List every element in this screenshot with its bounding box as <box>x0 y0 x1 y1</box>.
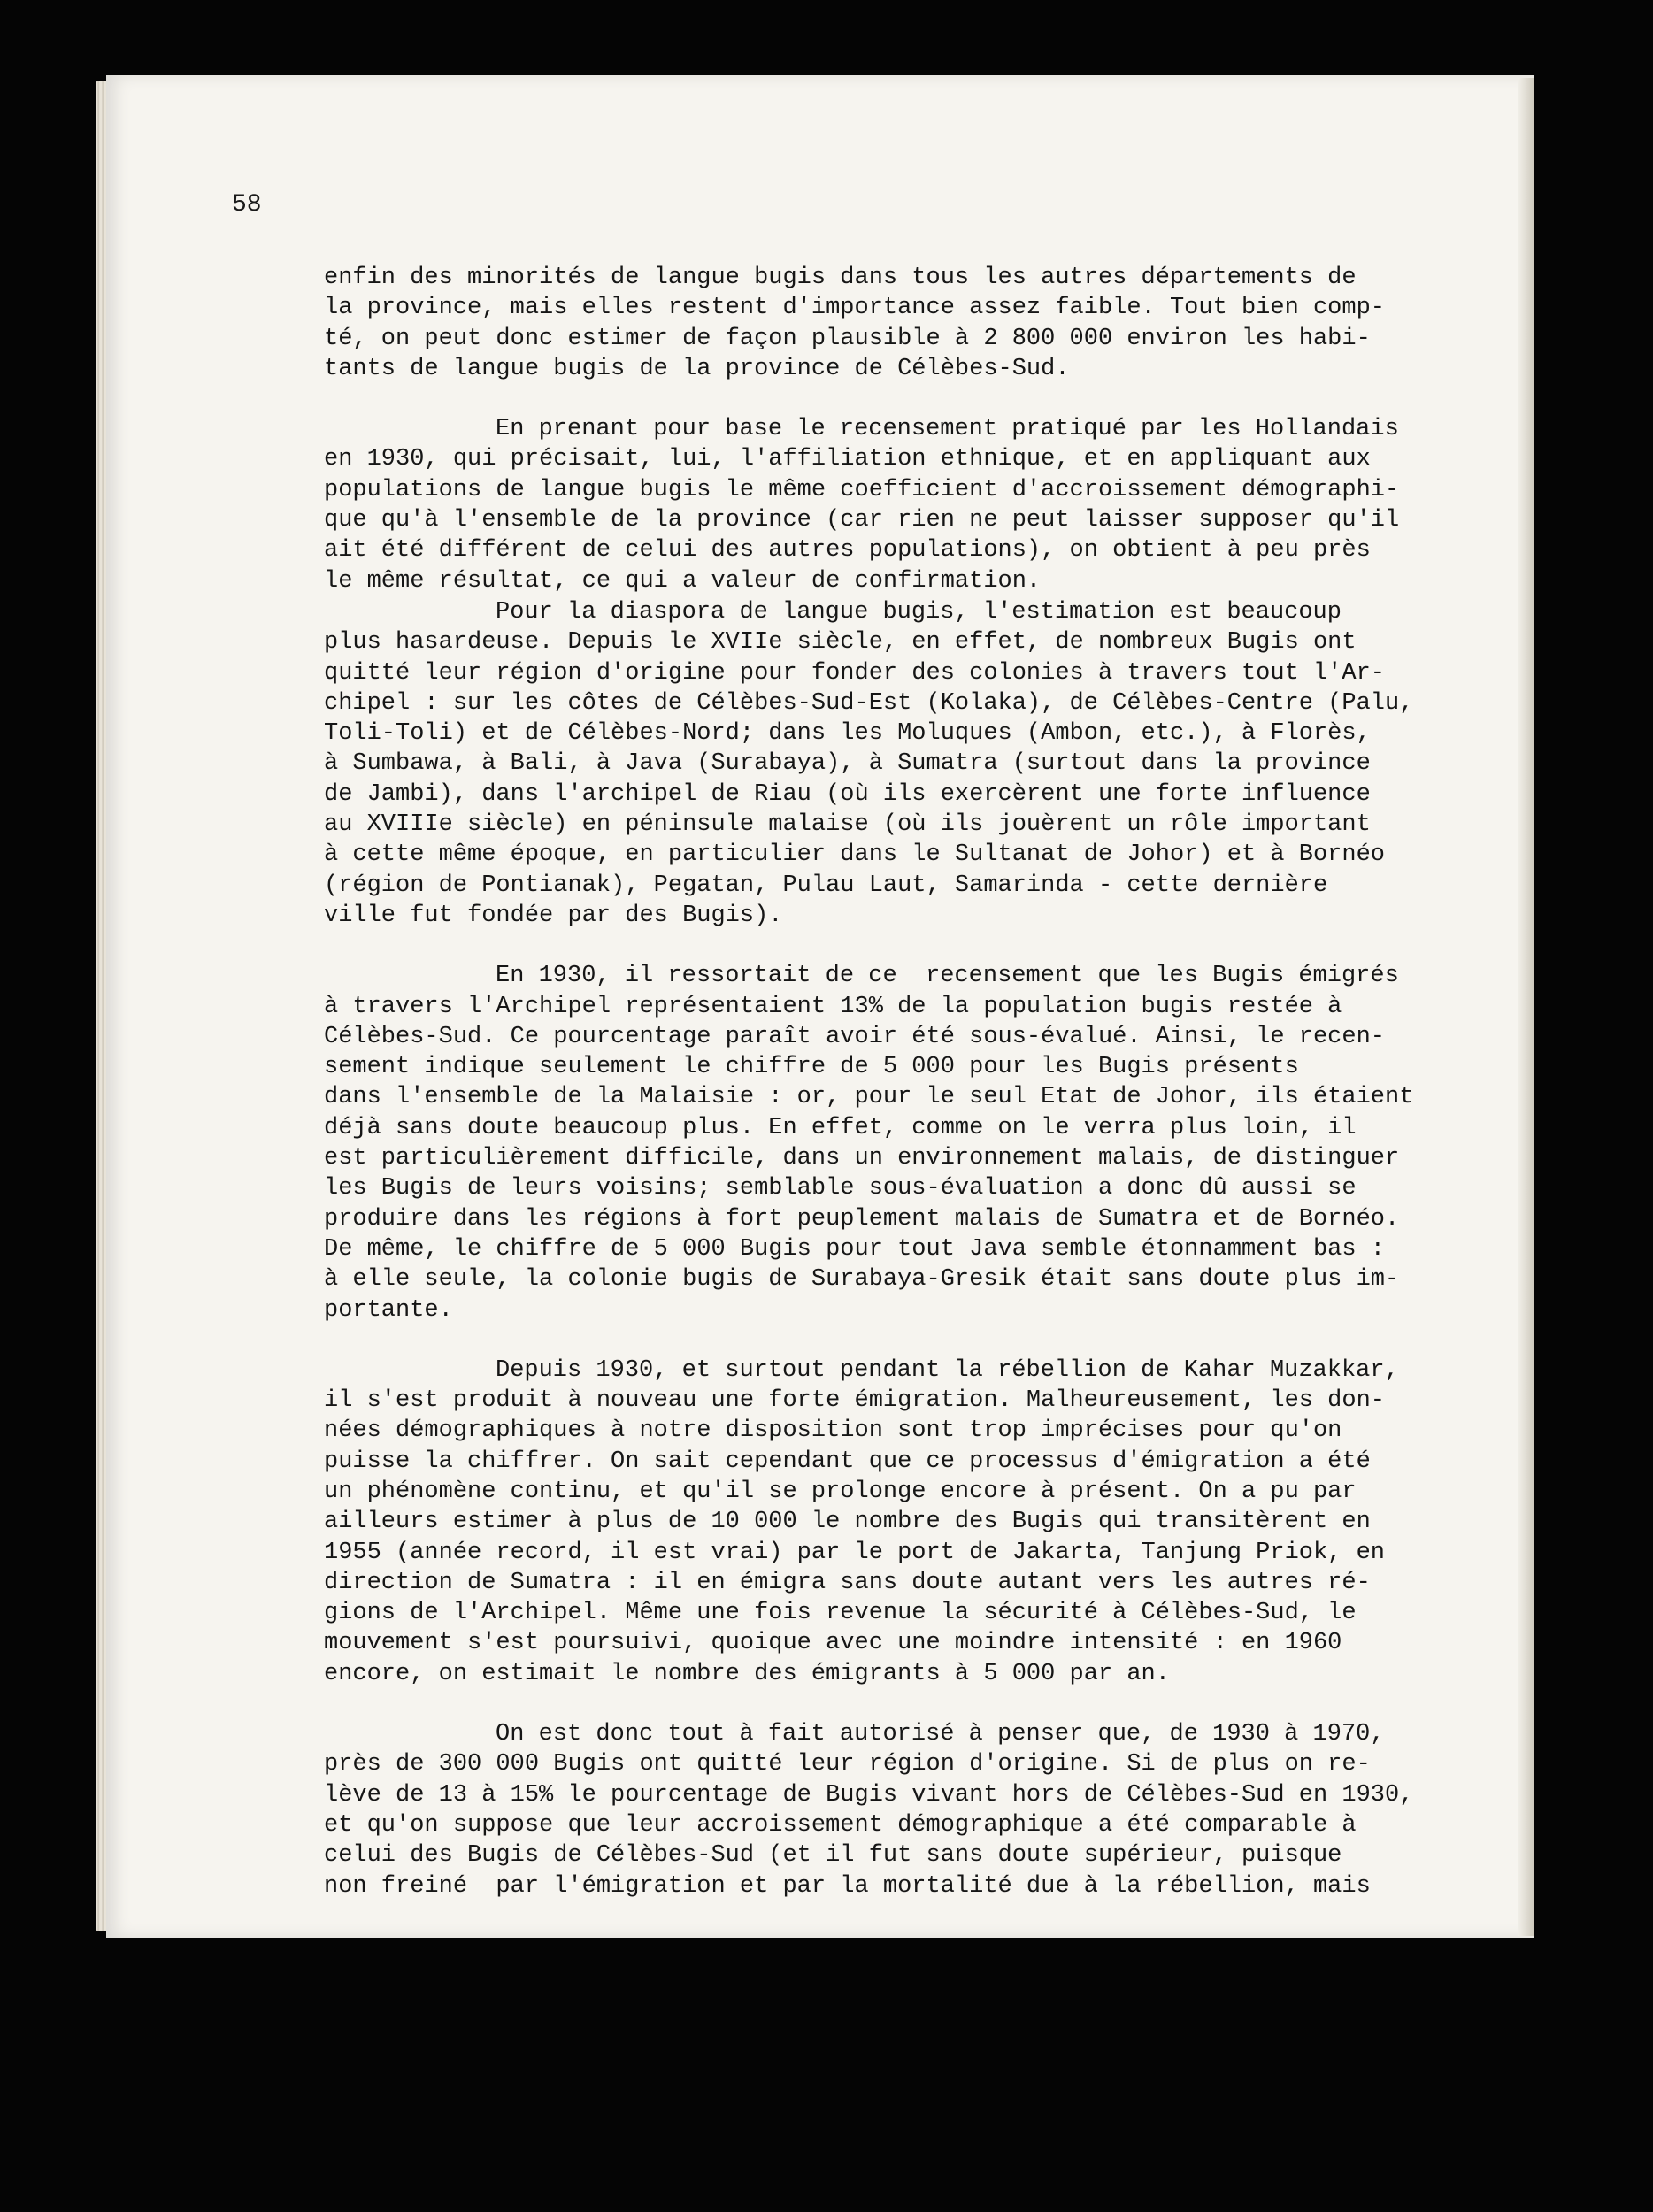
text-line: direction de Sumatra : il en émigra sans doute autant vers les autres ré- <box>324 1569 1371 1596</box>
text-line: Depuis 1930, et surtout pendant la rébellion de Kahar Muzakkar, <box>496 1356 1399 1384</box>
paragraph <box>324 1719 1421 1901</box>
text-line: populations de langue bugis le même coefficient d'accroissement démographi- <box>324 476 1400 503</box>
text-line: à elle seule, la colonie bugis de Surabaya-Gresik était sans doute plus im- <box>324 1266 1400 1294</box>
text-line: le même résultat, ce qui a valeur de confirmation. <box>324 567 1042 595</box>
text-line: Célèbes-Sud. Ce pourcentage paraît avoir été sous-évalué. Ainsi, le recen- <box>324 1023 1385 1050</box>
text-line: chipel : sur les côtes de Célèbes-Sud-Est (Kolaka), de Célèbes-Centre (Palu, <box>324 689 1414 717</box>
text-line: nées démographiques à notre disposition sont trop imprécises pour qu'on <box>324 1417 1342 1445</box>
text-line: En 1930, il ressortait de ce recensement que les Bugis émigrés <box>496 963 1399 990</box>
text-line: quitté leur région d'origine pour fonder des colonies à travers tout l'Ar- <box>324 659 1385 687</box>
text-line: un phénomène continu, et qu'il se prolonge encore à présent. On a pu par <box>324 1478 1357 1505</box>
text-line: 1955 (année record, il est vrai) par le port de Jakarta, Tanjung Priok, en <box>324 1539 1385 1566</box>
text-line: tants de langue bugis de la province de Célèbes-Sud. <box>324 355 1070 382</box>
text-line: à travers l'Archipel représentaient 13% de la population bugis restée à <box>324 993 1342 1020</box>
text-line: non freiné par l'émigration et par la mortalité due à la rébellion, mais <box>324 1872 1371 1900</box>
text-line: dans l'ensemble de la Malaisie : or, pour le seul Etat de Johor, ils étaient <box>324 1084 1414 1111</box>
text-line: produire dans les régions à fort peuplement malais de Sumatra et de Bornéo. <box>324 1205 1400 1233</box>
text-line: il s'est produit à nouveau une forte émigration. Malheureusement, les don- <box>324 1387 1385 1415</box>
text-line: puisse la chiffrer. On sait cependant que ce processus d'émigration a été <box>324 1448 1371 1475</box>
text-line: portante. <box>324 1296 453 1324</box>
paragraph <box>324 414 1421 596</box>
paragraph <box>324 961 1421 1325</box>
text-line: (région de Pontianak), Pegatan, Pulau Laut, Samarinda - cette dernière <box>324 872 1328 899</box>
body-text <box>324 263 1421 1901</box>
text-line: que qu'à l'ensemble de la province (car rien ne peut laisser supposer qu'il <box>324 507 1400 534</box>
text-line: gions de l'Archipel. Même une fois revenue la sécurité à Célèbes-Sud, le <box>324 1600 1357 1627</box>
paragraph <box>324 597 1421 931</box>
paragraph <box>324 1356 1421 1689</box>
text-line: près de 300 000 Bugis ont quitté leur région d'origine. Si de plus on re- <box>324 1751 1371 1778</box>
text-line: encore, on estimait le nombre des émigrants à 5 000 par an. <box>324 1660 1170 1687</box>
text-line: De même, le chiffre de 5 000 Bugis pour tout Java semble étonnamment bas : <box>324 1235 1385 1263</box>
text-line: celui des Bugis de Célèbes-Sud (et il fut sans doute supérieur, puisque <box>324 1842 1342 1870</box>
text-line: la province, mais elles restent d'importance assez faible. Tout bien comp- <box>324 295 1385 322</box>
text-line: On est donc tout à fait autorisé à penser que, de 1930 à 1970, <box>496 1721 1385 1748</box>
text-line: Toli-Toli) et de Célèbes-Nord; dans les Moluques (Ambon, etc.), à Florès, <box>324 720 1371 748</box>
page-number: 58 <box>232 191 262 219</box>
text-line: à cette même époque, en particulier dans le Sultanat de Johor) et à Bornéo <box>324 841 1385 869</box>
text-line: enfin des minorités de langue bugis dans tous les autres départements de <box>324 265 1357 291</box>
text-line: et qu'on suppose que leur accroissement démographique a été comparable à <box>324 1811 1357 1839</box>
text-line: déjà sans doute beaucoup plus. En effet, comme on le verra plus loin, il <box>324 1114 1357 1141</box>
page-right-edge <box>1518 78 1534 1936</box>
text-line: Pour la diaspora de langue bugis, l'estimation est beaucoup <box>496 598 1342 626</box>
text-line: à Sumbawa, à Bali, à Java (Surabaya), à Sumatra (surtout dans la province <box>324 750 1371 778</box>
text-line: ailleurs estimer à plus de 10 000 le nombre des Bugis qui transitèrent en <box>324 1509 1371 1536</box>
text-line: ait été différent de celui des autres populations), on obtient à peu près <box>324 537 1371 565</box>
text-line: sement indique seulement le chiffre de 5 000 pour les Bugis présents <box>324 1054 1299 1081</box>
text-line: lève de 13 à 15% le pourcentage de Bugis vivant hors de Célèbes-Sud en 1930, <box>324 1781 1414 1809</box>
paragraph <box>324 263 1421 384</box>
text-line: té, on peut donc estimer de façon plausible à 2 800 000 environ les habi- <box>324 325 1371 352</box>
text-line: ville fut fondée par des Bugis). <box>324 902 783 929</box>
text-line: de Jambi), dans l'archipel de Riau (où ils exercèrent une forte influence <box>324 780 1371 808</box>
text-line: en 1930, qui précisait, lui, l'affiliation ethnique, et en appliquant aux <box>324 446 1371 473</box>
text-line: est particulièrement difficile, dans un environnement malais, de distinguer <box>324 1145 1400 1172</box>
text-line: les Bugis de leurs voisins; semblable sous-évaluation a donc dû aussi se <box>324 1175 1357 1202</box>
text-line: En prenant pour base le recensement pratiqué par les Hollandais <box>496 416 1399 443</box>
text-line: au XVIIIe siècle) en péninsule malaise (où ils jouèrent un rôle important <box>324 811 1371 839</box>
text-line: plus hasardeuse. Depuis le XVIIe siècle, en effet, de nombreux Bugis ont <box>324 629 1357 657</box>
text-line: mouvement s'est poursuivi, quoique avec une moindre intensité : en 1960 <box>324 1630 1342 1657</box>
